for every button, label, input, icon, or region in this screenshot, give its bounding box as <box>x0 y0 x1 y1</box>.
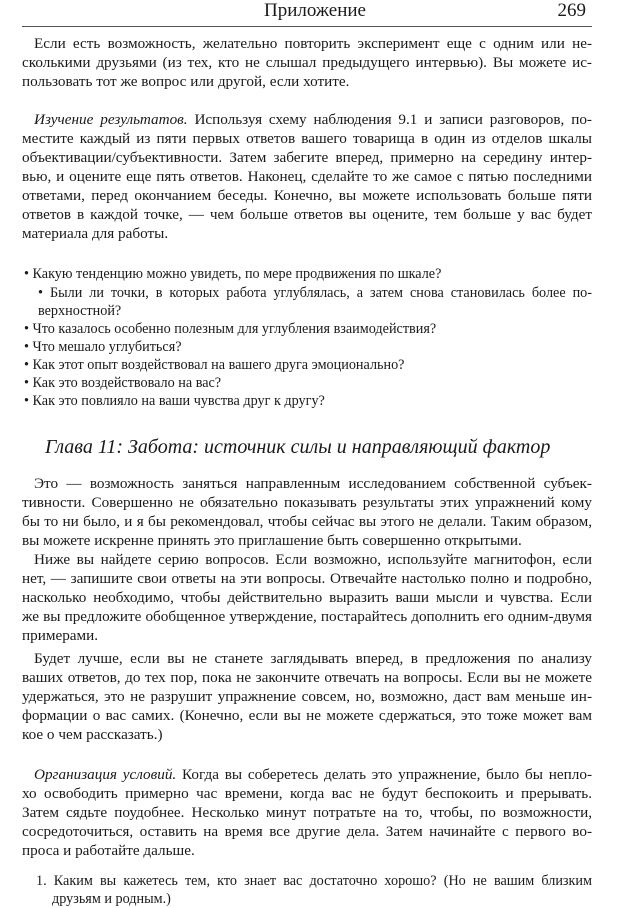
chapter-line: удержаться, это не разрушит упражнение совсем, но, возможно, даст вам меньше ин- <box>22 688 592 705</box>
chapter-line: насколько необходимо, чтобы действительно выразить ваши мысли и чувства. Если <box>22 589 592 606</box>
study-line: объективации/субъективности. Затем забегите вперед, примерно на середину интер- <box>22 149 592 166</box>
chapter-line: тивности. Совершенно не обязательно показывать результаты этих упражнений кому <box>22 494 592 511</box>
study-first-line-text: Используя схему наблюдения 9.1 и записи разговоров, по- <box>194 111 592 128</box>
chapter-line: примерами. <box>22 627 99 644</box>
intro-line: пользовать тот же вопрос или другой, если хотите. <box>22 73 350 90</box>
question-text: Каким вы кажетесь тем, кто знает вас достаточно хорошо? (Но не вашим близким <box>53 873 592 889</box>
study-line: вью, и оцените еще пять ответов. Наконец, сделайте то же самое с пятью последними <box>22 168 592 185</box>
bullet-item: • Какую тенденцию можно увидеть, по мере продвижения по шкале? <box>24 266 442 282</box>
running-header-title: Приложение <box>264 0 366 21</box>
study-line: ответами, перед окончанием беседы. Конечно, вы можете использовать больше пяти <box>22 187 592 204</box>
numbered-question-continuation: друзьям и родным.) <box>52 891 171 907</box>
organization-line: хо освободить примерно час времени, когда вас не будут беспокоить и прерывать. <box>22 785 592 802</box>
study-heading: Изучение результатов. <box>34 111 188 128</box>
chapter-line: Это — возможность заняться направленным исследованием собственной субъек- <box>34 475 592 492</box>
chapter-line: формации о вас самих. (Конечно, если вы не можете сдержаться, это тоже может вам <box>22 707 592 724</box>
organization-line: проса и работайте дальше. <box>22 842 195 859</box>
bullet-item: • Что казалось особенно полезным для углубления взаимодействия? <box>24 321 437 337</box>
chapter-title: Глава 11: Забота: источник силы и направляющий фактор <box>45 436 551 458</box>
study-line: ответов в каждой точке, — чем больше ответов вы оцените, тем больше у вас будет <box>22 206 592 223</box>
study-first-line <box>34 110 592 129</box>
header-rule <box>22 26 592 27</box>
intro-line: Если есть возможность, желательно повторить эксперимент еще с одним или не- <box>34 35 592 52</box>
bullet-item: • Как это воздействовало на вас? <box>24 375 222 391</box>
chapter-line: бы то ни было, и я бы рекомендовал, чтобы сейчас вы этого не делали. Таким образом, <box>22 513 592 530</box>
bullet-item-continuation: верхностной? <box>38 303 122 319</box>
chapter-line: Ниже вы найдете серию вопросов. Если возможно, используйте магнитофон, если <box>34 551 592 568</box>
chapter-line: Будет лучше, если вы не станете заглядывать вперед, в предложения по анализу <box>34 650 592 667</box>
study-line: материала для работы. <box>22 225 169 242</box>
bullet-item: • Были ли точки, в которых работа углублялась, а затем снова становилась более по- <box>38 285 592 301</box>
chapter-line: вы можете искренне принять это приглашение быть совершенно открытыми. <box>22 532 522 549</box>
organization-first-line-text: Когда вы соберетесь делать это упражнение, было бы непло- <box>182 766 593 783</box>
study-line: местите каждый из пяти первых ответов вашего товарища в один из отделов шкалы <box>22 130 592 147</box>
numbered-question <box>36 872 592 890</box>
question-number: 1. <box>36 873 47 889</box>
organization-line: сосредоточиться, оставить на время все другие дела. Затем начинайте с первого во- <box>22 823 592 840</box>
organization-first-line <box>34 765 592 784</box>
chapter-line: ваших ответов, до тех пор, пока не закончите отвечать на вопросы. Если вы не можете <box>22 669 592 686</box>
bullet-item: • Как это повлияло на ваши чувства друг к другу? <box>24 393 325 409</box>
chapter-line: кое о чем рассказать.) <box>22 726 163 743</box>
intro-line: сколькими друзьями (из тех, кто не слышал предыдущего интервью). Вы можете ис- <box>22 54 592 71</box>
bullet-item: • Что мешало углубиться? <box>24 339 182 355</box>
page-number: 269 <box>557 0 586 21</box>
chapter-line: нет, — запишите свои ответы на эти вопросы. Отвечайте настолько полно и подробно, <box>22 570 592 587</box>
bullet-item: • Как этот опыт воздействовал на вашего друга эмоционально? <box>24 357 405 373</box>
organization-heading: Организация условий. <box>34 766 177 783</box>
chapter-line: же вы предложите обобщенное утверждение, постарайтесь дополнить его одним-двумя <box>22 608 592 625</box>
organization-line: Затем сядьте поудобнее. Несколько минут потратьте на то, чтобы, по возможности, <box>22 804 592 821</box>
